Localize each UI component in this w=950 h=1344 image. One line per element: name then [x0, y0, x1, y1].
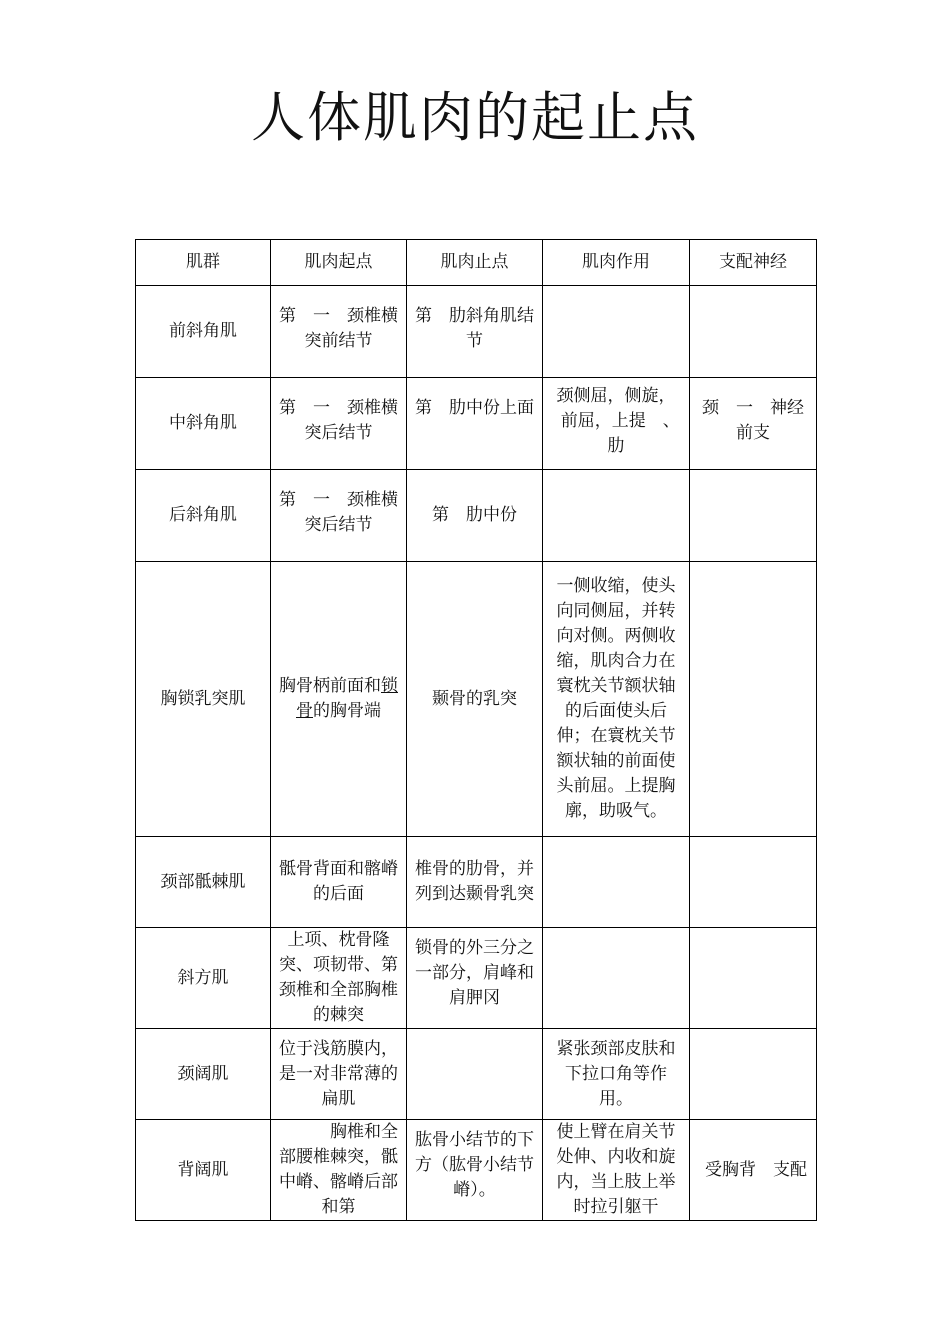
document-title: 人体肌肉的起止点: [251, 86, 699, 149]
header-row: [136, 240, 817, 286]
cell-muscle: 前斜角肌: [136, 286, 271, 378]
header-nerve: 支配神经: [690, 240, 817, 286]
cell-action: 一侧收缩，使头向同侧屈，并转向对侧。两侧收缩，肌肉合力在寰枕关节额状轴的后面使头后伸；在寰枕关节额状轴的前面使头前屈。上提胸廓，助吸气。: [543, 562, 690, 837]
muscle-attachment-table: [135, 239, 817, 1221]
origin-text-part: 胸骨柄前面和: [279, 676, 381, 696]
header-origin: 肌肉起点: [271, 240, 407, 286]
cell-muscle: 胸锁乳突肌: [136, 562, 271, 837]
cell-origin: 第 一 颈椎横突前结节: [271, 286, 407, 378]
table-row: [136, 1029, 817, 1120]
cell-action: 颈侧屈，侧旋，前屈，上提 、 肋: [543, 378, 690, 470]
cell-insertion: 颞骨的乳突: [407, 562, 543, 837]
cell-muscle: 颈部骶棘肌: [136, 837, 271, 928]
cell-insertion: 第 肋中份上面: [407, 378, 543, 470]
cell-origin: [271, 562, 407, 837]
table-header: [136, 240, 817, 286]
cell-action: [543, 928, 690, 1029]
origin-text-part: 的胸骨端: [313, 701, 381, 721]
table-row: [136, 1120, 817, 1221]
cell-origin: 上项、枕骨隆突、项韧带、第 颈椎和全部胸椎的棘突: [271, 928, 407, 1029]
cell-origin: 第 一 颈椎横突后结节: [271, 470, 407, 562]
table-row: [136, 928, 817, 1029]
cell-origin: 位于浅筋膜内，是一对非常薄的扁肌: [271, 1029, 407, 1120]
table-row: [136, 837, 817, 928]
header-muscle-group: 肌群: [136, 240, 271, 286]
cell-insertion: 锁骨的外三分之一部分，肩峰和肩胛冈: [407, 928, 543, 1029]
cell-insertion: 椎骨的肋骨，并列到达颞骨乳突: [407, 837, 543, 928]
cell-nerve: [690, 837, 817, 928]
cell-muscle: 斜方肌: [136, 928, 271, 1029]
cell-insertion: 第 肋斜角肌结节: [407, 286, 543, 378]
cell-nerve: [690, 1029, 817, 1120]
cell-nerve: [690, 470, 817, 562]
cell-action: 使上臂在肩关节处伸、内收和旋内，当上肢上举时拉引躯干: [543, 1120, 690, 1221]
cell-action: [543, 470, 690, 562]
cell-nerve: [690, 286, 817, 378]
cell-insertion: [407, 1029, 543, 1120]
cell-muscle: 颈阔肌: [136, 1029, 271, 1120]
cell-muscle: 背阔肌: [136, 1120, 271, 1221]
cell-action: [543, 286, 690, 378]
cell-insertion: 肱骨小结节的下方（肱骨小结节嵴）。: [407, 1120, 543, 1221]
table-row: [136, 470, 817, 562]
cell-action: [543, 837, 690, 928]
cell-action: 紧张颈部皮肤和下拉口角等作用。: [543, 1029, 690, 1120]
header-action: 肌肉作用: [543, 240, 690, 286]
cell-muscle: 中斜角肌: [136, 378, 271, 470]
table-row: [136, 562, 817, 837]
header-insertion: 肌肉止点: [407, 240, 543, 286]
cell-nerve: [690, 562, 817, 837]
cell-nerve: [690, 928, 817, 1029]
cell-nerve: 受胸背 支配: [690, 1120, 817, 1221]
cell-origin: 骶骨背面和髂嵴的后面: [271, 837, 407, 928]
table-row: [136, 378, 817, 470]
cell-origin: 第 一 颈椎横突后结节: [271, 378, 407, 470]
table-row: [136, 286, 817, 378]
cell-muscle: 后斜角肌: [136, 470, 271, 562]
table-body: [136, 286, 817, 1221]
cell-origin: 胸椎和全部腰椎棘突，骶中嵴、髂嵴后部和第: [271, 1120, 407, 1221]
cell-nerve: 颈 一 神经前支: [690, 378, 817, 470]
origin-text-underlined: 锁骨: [296, 676, 398, 721]
cell-insertion: 第 肋中份: [407, 470, 543, 562]
